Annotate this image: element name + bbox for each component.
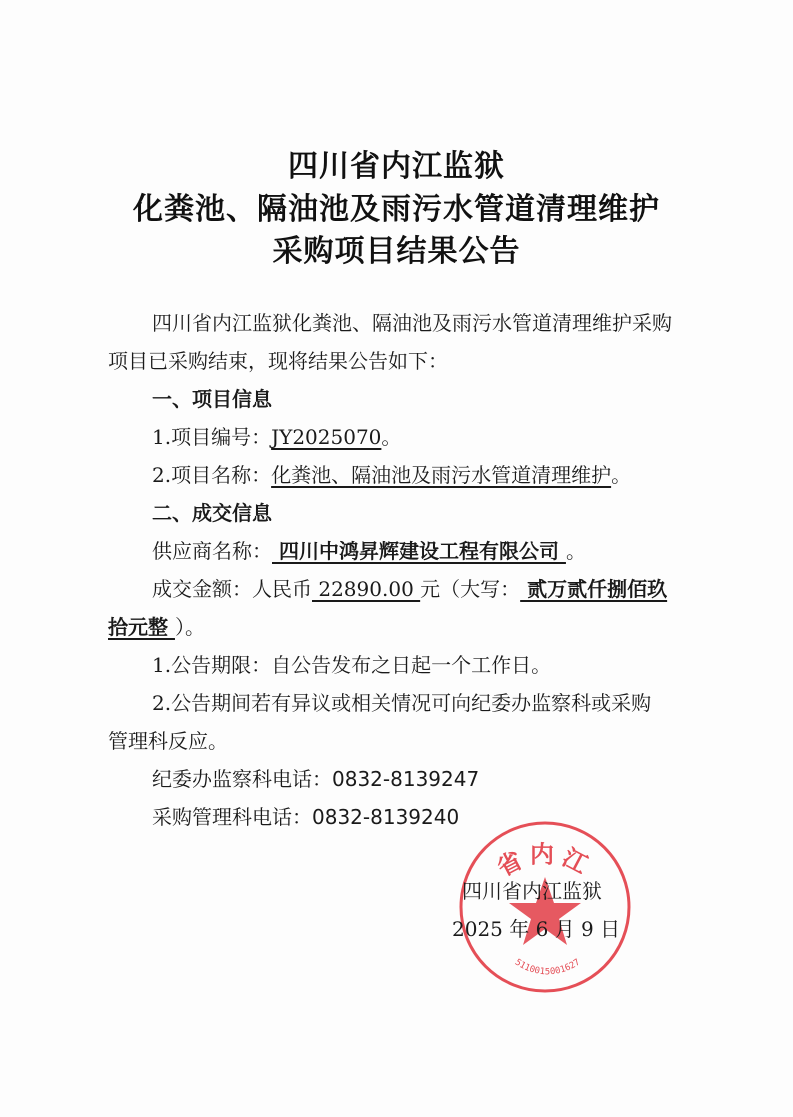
title-line-2: 化粪池、隔油池及雨污水管道清理维护	[133, 192, 660, 227]
amount-end: ）。	[174, 615, 205, 639]
note-1: 1.公告期限：自公告发布之日起一个工作日。	[152, 653, 552, 677]
note-2-line-1: 2.公告期间若有异议或相关情况可向纪委办监察科或采购	[152, 691, 652, 715]
amount-mid: 元（大写：	[420, 577, 521, 601]
project-name-line	[152, 463, 631, 487]
note-2-line-2: 管理科反应。	[108, 729, 228, 753]
phone-procurement: 采购管理科电话：0832-8139240	[152, 805, 460, 829]
title-line-1: 四川省内江监狱	[288, 149, 505, 184]
amount-words-2: 拾元整	[108, 615, 175, 639]
official-seal	[455, 817, 635, 997]
seal-number: 5110015001627	[512, 957, 583, 978]
amount-line-2	[108, 615, 205, 639]
intro-line-2: 项目已采购结束，现将结果公告如下：	[108, 349, 448, 373]
seal-top-text: 省内江	[492, 840, 598, 883]
supplier-end: 。	[565, 539, 586, 563]
intro-line-1: 四川省内江监狱化粪池、隔油池及雨污水管道清理维护采购	[152, 311, 672, 335]
amount-label: 成交金额：人民币	[152, 577, 312, 601]
amount-words-1: 贰万贰仟捌佰玖	[520, 577, 668, 601]
phone-supervision: 纪委办监察科电话：0832-8139247	[152, 767, 480, 791]
project-name-label: 2.项目名称：	[152, 463, 272, 487]
supplier-value: 四川中鸿昇辉建设工程有限公司	[272, 539, 566, 563]
project-number-label: 1.项目编号：	[152, 425, 272, 449]
project-number-line	[152, 425, 401, 449]
signature-date: 2025 年 6 月 9 日	[452, 917, 621, 941]
signature-org: 四川省内江监狱	[462, 879, 602, 903]
section-heading-project-info: 一、项目信息	[152, 387, 272, 411]
project-number-end: 。	[381, 425, 402, 449]
project-name-value: 化粪池、隔油池及雨污水管道清理维护	[271, 463, 612, 487]
project-name-end: 。	[611, 463, 632, 487]
title-line-3: 采购项目结果公告	[272, 234, 521, 269]
amount-line	[152, 577, 667, 601]
project-number-value: JY2025070	[271, 425, 382, 449]
section-heading-deal-info: 二、成交信息	[152, 501, 272, 525]
supplier-label: 供应商名称：	[152, 539, 272, 563]
supplier-line	[152, 539, 586, 563]
amount-value: 22890.00	[312, 577, 421, 601]
